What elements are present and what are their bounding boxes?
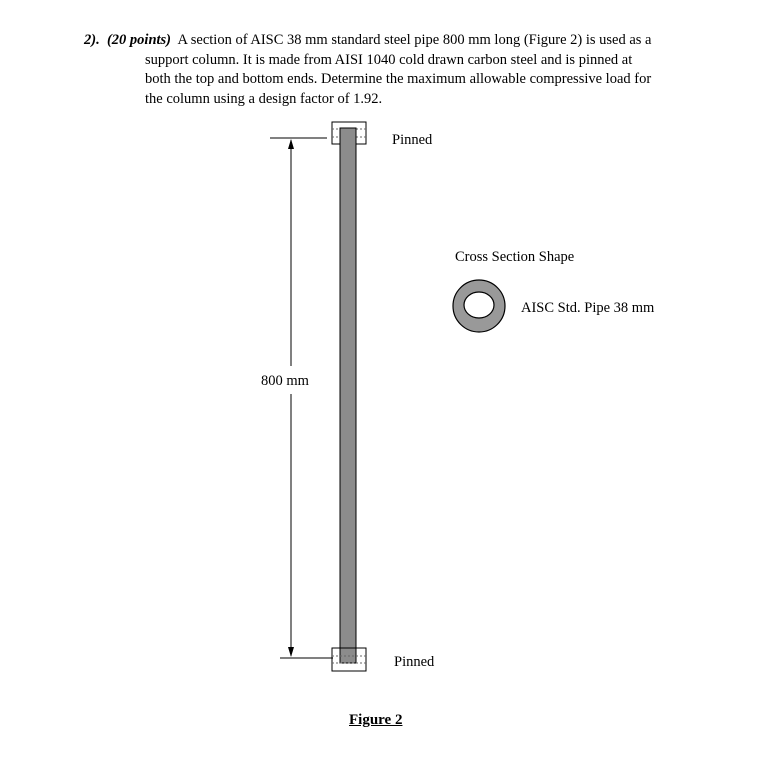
figure-caption: Figure 2: [349, 712, 403, 728]
problem-text-line-3: both the top and bottom ends. Determine the maximum allowable compressive load for: [145, 71, 652, 87]
problem-text-line-4: the column using a design factor of 1.92.: [145, 90, 383, 107]
problem-number: 2).: [84, 32, 100, 48]
problem-text-line-1: A section of AISC 38 mm standard steel pipe 800 mm long (Figure 2) is used as a: [177, 32, 652, 48]
top-support-label: Pinned: [392, 132, 433, 148]
cross-section-label: AISC Std. Pipe 38 mm: [521, 300, 655, 316]
cross-section-title: Cross Section Shape: [455, 249, 575, 265]
column-pipe: [340, 128, 356, 663]
dimension-arrow-top: [288, 139, 294, 149]
problem-points: (20 points): [106, 32, 172, 48]
problem-text-line-2: support column. It is made from AISI 1040 cold drawn carbon steel and is pinned at: [145, 51, 633, 68]
cross-section-ring: [453, 280, 505, 332]
length-dimension-label: 800 mm: [261, 373, 309, 389]
dimension-arrow-bottom: [288, 647, 294, 657]
bottom-support-label: Pinned: [394, 654, 435, 670]
